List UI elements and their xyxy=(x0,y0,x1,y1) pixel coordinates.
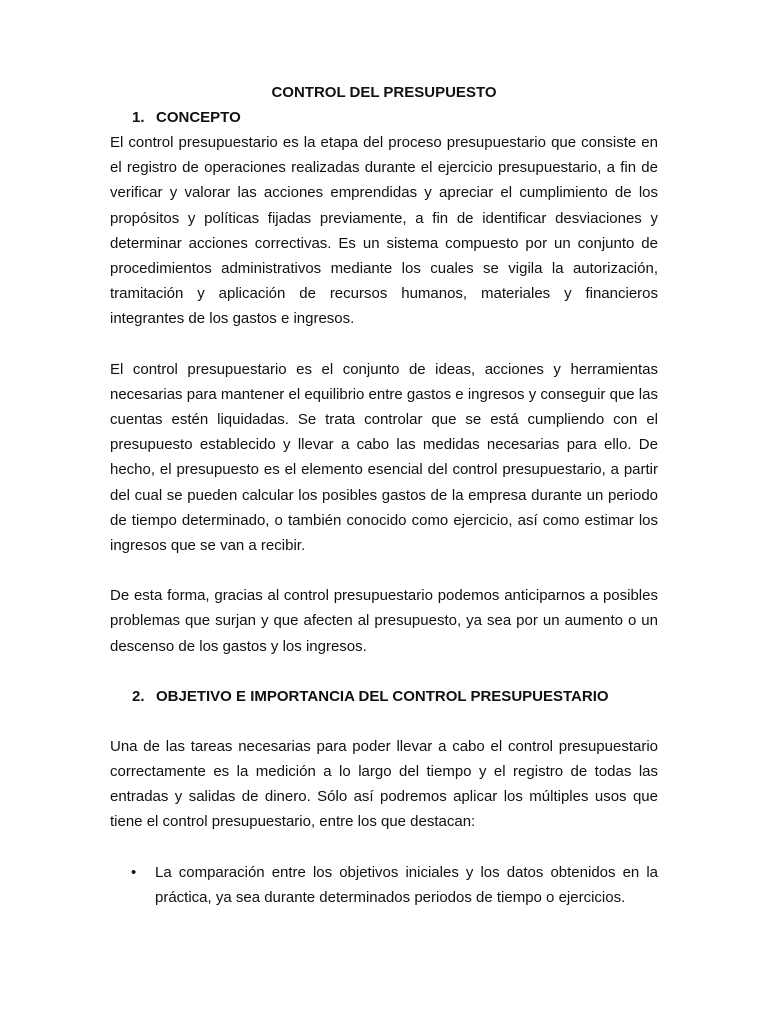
document-title: CONTROL DEL PRESUPUESTO xyxy=(271,84,497,101)
section-1-paragraph: El control presupuestario es el conjunto de ideas, acciones y herramientas necesarias para mantener el equilibrio entre gastos e ingresos y conseguir que las cuentas estén liquidadas. Se trata controlar que se está cumpliendo con el presupuesto establecido y llevar a cabo las medidas necesarias para ello. De hecho, el presupuesto es el elemento esencial del control presupuestario, a partir del cual se pueden calcular los posibles gastos de la empresa durante un periodo de tiempo determinado, o también conocido como ejercicio, así como estimar los ingresos que se van a recibir. xyxy=(110,360,658,555)
document-page xyxy=(110,80,658,910)
section-1-paragraph: De esta forma, gracias al control presupuestario podemos anticiparnos a posibles problemas que surjan y que afecten al presupuesto, ya sea por un aumento o un descenso de los gastos y los ingresos. xyxy=(110,587,658,655)
section-1-number: 1. xyxy=(132,109,145,126)
section-2-heading-text: OBJETIVO E IMPORTANCIA DEL CONTROL PRESUPUESTARIO xyxy=(156,687,609,705)
section-2-paragraph: Una de las tareas necesarias para poder llevar a cabo el control presupuestario correctamente es la medición a lo largo del tiempo y el registro de todas las entradas y salidas de dinero. Sólo así podremos aplicar los múltiples usos que tiene el control presupuestario, entre los que destacan: xyxy=(110,737,658,831)
section-2-bullet-list xyxy=(110,860,658,910)
bullet-icon: • xyxy=(131,863,137,881)
list-item xyxy=(110,860,658,910)
section-2-number: 2. xyxy=(132,687,145,705)
section-1-paragraph: El control presupuestario es la etapa del proceso presupuestario que consiste en el registro de operaciones realizadas durante el ejercicio presupuestario, a fin de verificar y valorar las acciones emprendidas y apreciar el cumplimiento de los propósitos y políticas fijadas previamente, a fin de identificar desviaciones y determinar acciones correctivas. Es un sistema compuesto por un conjunto de procedimientos administrativos mediante los cuales se vigila la autorización, tramitación y aplicación de recursos humanos, materiales y financieros integrantes de los gastos e ingresos. xyxy=(110,134,658,328)
section-1-heading xyxy=(110,105,658,130)
section-2-heading xyxy=(110,684,658,709)
section-1-heading-text: CONCEPTO xyxy=(156,109,241,126)
list-item-text: La comparación entre los objetivos iniciales y los datos obtenidos en la práctica, ya sea durante determinados periodos de tiempo o ejercicios. xyxy=(155,863,658,906)
